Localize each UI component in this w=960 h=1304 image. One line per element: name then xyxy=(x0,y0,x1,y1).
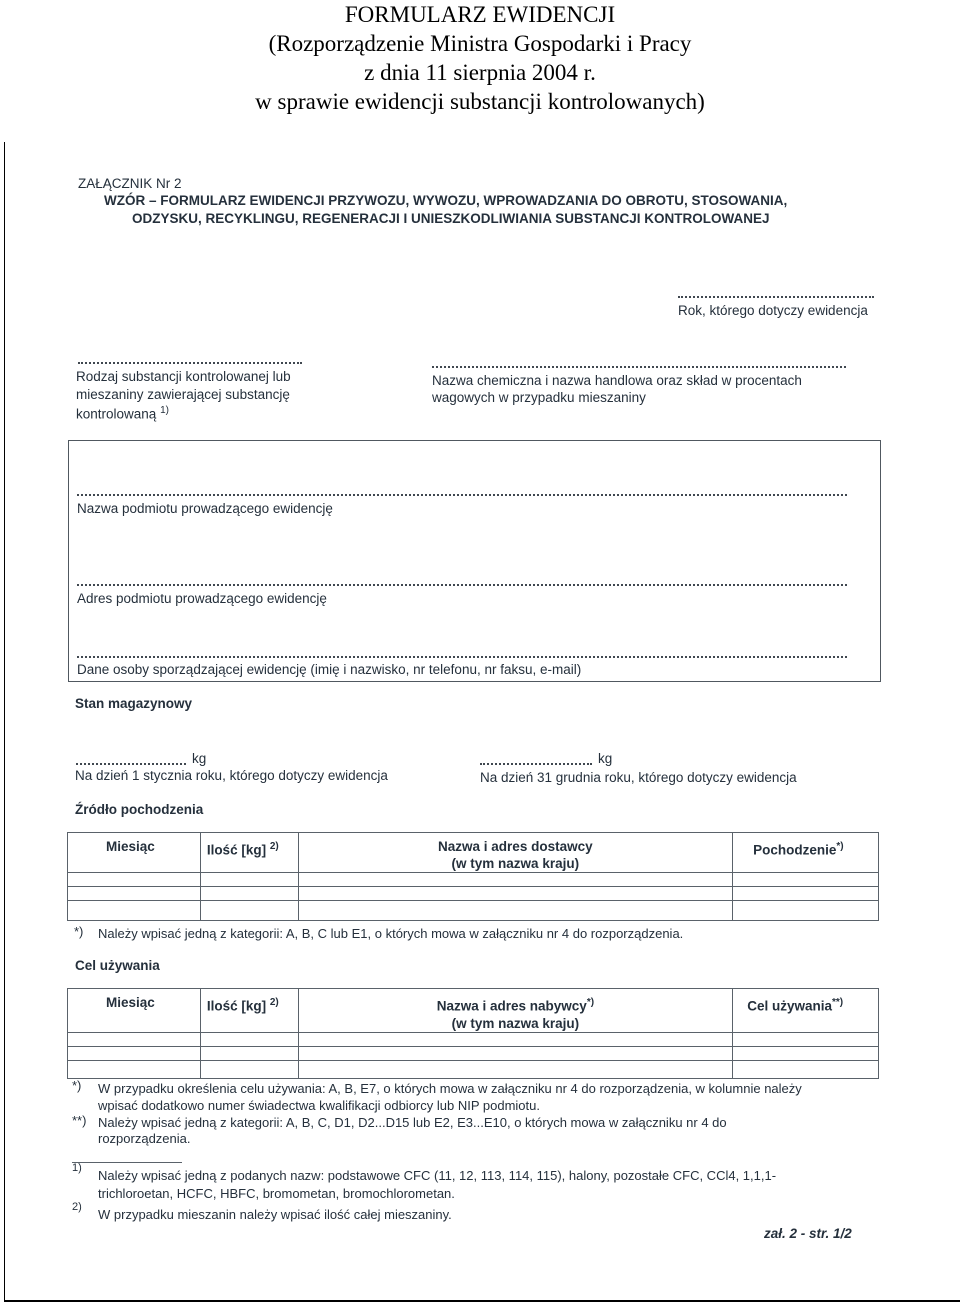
use-table xyxy=(67,988,879,1079)
source-col-month: Miesiąc xyxy=(68,833,201,873)
table-row xyxy=(68,873,879,887)
source-note-mark: *) xyxy=(74,924,84,939)
person-data-field[interactable] xyxy=(77,656,847,658)
footnote1-mark: 1) xyxy=(72,1162,82,1174)
substance-type-label-3: kontrolowaną $^{1)}$ xyxy=(76,405,169,422)
table-row xyxy=(68,1060,879,1078)
entity-address-label: Adres podmiotu prowadzącego ewidencję xyxy=(77,591,327,606)
source-note: Należy wpisać jedną z kategorii: A, B, C lub E1, o których mowa w załączniku nr 4 do rozporządzenia. xyxy=(98,926,684,941)
document-title: FORMULARZ EWIDENCJI xyxy=(344,2,616,27)
stock-dec-label: Na dzień 31 grudnia roku, którego dotyczy ewidencja xyxy=(480,770,797,785)
note-dstar-line2: rozporządzenia. xyxy=(98,1131,191,1146)
entity-name-field[interactable] xyxy=(77,494,847,496)
regulation-subject: w sprawie ewidencji substancji kontrolowanych) xyxy=(255,89,705,114)
footnote-divider xyxy=(72,1162,182,1163)
regulation-date: z dnia 11 sierpnia 2004 r. xyxy=(364,60,596,85)
person-data-label: Dane osoby sporządzającej ewidencję (imię i nazwisko, nr telefonu, nr faksu, e-mail) xyxy=(77,662,582,677)
form-title-line2: ODZYSKU, RECYKLINGU, REGENERACJI I UNIESZKODLIWIANIA SUBSTANCJI KONTROLOWANEJ xyxy=(132,211,770,226)
table-row xyxy=(68,901,879,921)
form-title-line1: WZÓR – FORMULARZ EWIDENCJI PRZYWOZU, WYWOZU, WPROWADZANIA DO OBROTU, STOSOWANIA, xyxy=(104,193,788,208)
footnote1-line1: Należy wpisać jedną z podanych nazw: podstawowe CFC (11, 12, 113, 114, 115), halony, pozostałe CFC, CCl4, 1,1,1- xyxy=(98,1168,777,1183)
note-dstar-mark: **) xyxy=(72,1113,87,1128)
note-star-mark: *) xyxy=(72,1078,82,1093)
regulation-line: (Rozporządzenie Ministra Gospodarki i Pracy xyxy=(268,31,692,56)
substance-type-label-1: Rodzaj substancji kontrolowanej lub xyxy=(76,369,291,384)
note-dstar-line1: Należy wpisać jedną z kategorii: A, B, C, D1, D2...D15 lub E2, E3...E10, o których mowa w załączniku nr 4 do xyxy=(98,1115,727,1130)
stock-jan-field[interactable] xyxy=(76,763,186,765)
footnote2-line: W przypadku mieszanin należy wpisać ilość całej mieszaniny. xyxy=(98,1207,452,1222)
stock-dec-field[interactable] xyxy=(480,763,592,765)
use-col-buyer: Nazwa i adres nabywcy*) (w tym nazwa kraju) xyxy=(298,989,733,1033)
use-heading: Cel używania xyxy=(75,958,160,973)
substance-type-label-2: mieszaniny zawierającej substancję xyxy=(76,387,290,402)
entity-address-field[interactable] xyxy=(77,584,847,586)
entity-name-label: Nazwa podmiotu prowadzącego ewidencję xyxy=(77,501,333,516)
annex-label: ZAŁĄCZNIK Nr 2 xyxy=(78,176,182,191)
source-col-origin: Pochodzenie*) xyxy=(733,833,879,873)
substance-type-field[interactable] xyxy=(78,362,302,364)
stock-heading: Stan magazynowy xyxy=(75,696,193,711)
stock-dec-unit: kg xyxy=(598,751,613,766)
scan-frame-left xyxy=(4,142,5,1302)
source-table xyxy=(67,832,879,921)
table-row xyxy=(68,887,879,901)
chemical-name-field[interactable] xyxy=(432,366,846,368)
chemical-name-label-1: Nazwa chemiczna i nazwa handlowa oraz skład w procentach xyxy=(432,373,802,388)
year-label: Rok, którego dotyczy ewidencja xyxy=(678,303,868,318)
footnote1-line2: trichloroetan, HCFC, HBFC, bromometan, bromochlorometan. xyxy=(98,1186,455,1201)
table-row xyxy=(68,1032,879,1046)
stock-jan-unit: kg xyxy=(192,751,207,766)
scan-frame-bottom xyxy=(4,1300,960,1302)
use-col-month: Miesiąc xyxy=(68,989,201,1033)
footnote2-mark: 2) xyxy=(72,1201,82,1213)
year-field[interactable] xyxy=(678,296,874,298)
page-reference: zał. 2 - str. 1/2 xyxy=(764,1226,852,1241)
note-star-line1: W przypadku określenia celu używania: A, B, E7, o których mowa w załączniku nr 4 do rozporządzenia, w kolumnie należy xyxy=(98,1081,802,1096)
use-col-purpose: Cel używania**) xyxy=(733,989,879,1033)
note-star-line2: wpisać dodatkowo numer świadectwa kwalifikacji odbiorcy lub NIP podmiotu. xyxy=(98,1098,540,1113)
entity-info-box xyxy=(68,440,881,682)
table-row xyxy=(68,1046,879,1060)
source-col-supplier: Nazwa i adres dostawcy (w tym nazwa kraju) xyxy=(298,833,733,873)
source-heading: Źródło pochodzenia xyxy=(75,802,204,817)
chemical-name-label-2: wagowych w przypadku mieszaniny xyxy=(432,390,646,405)
use-col-qty: Ilość [kg] $^{2)}$ xyxy=(200,989,298,1033)
stock-jan-label: Na dzień 1 stycznia roku, którego dotyczy ewidencja xyxy=(75,768,388,783)
source-col-qty: Ilość [kg] $^{2)}$ xyxy=(200,833,298,873)
